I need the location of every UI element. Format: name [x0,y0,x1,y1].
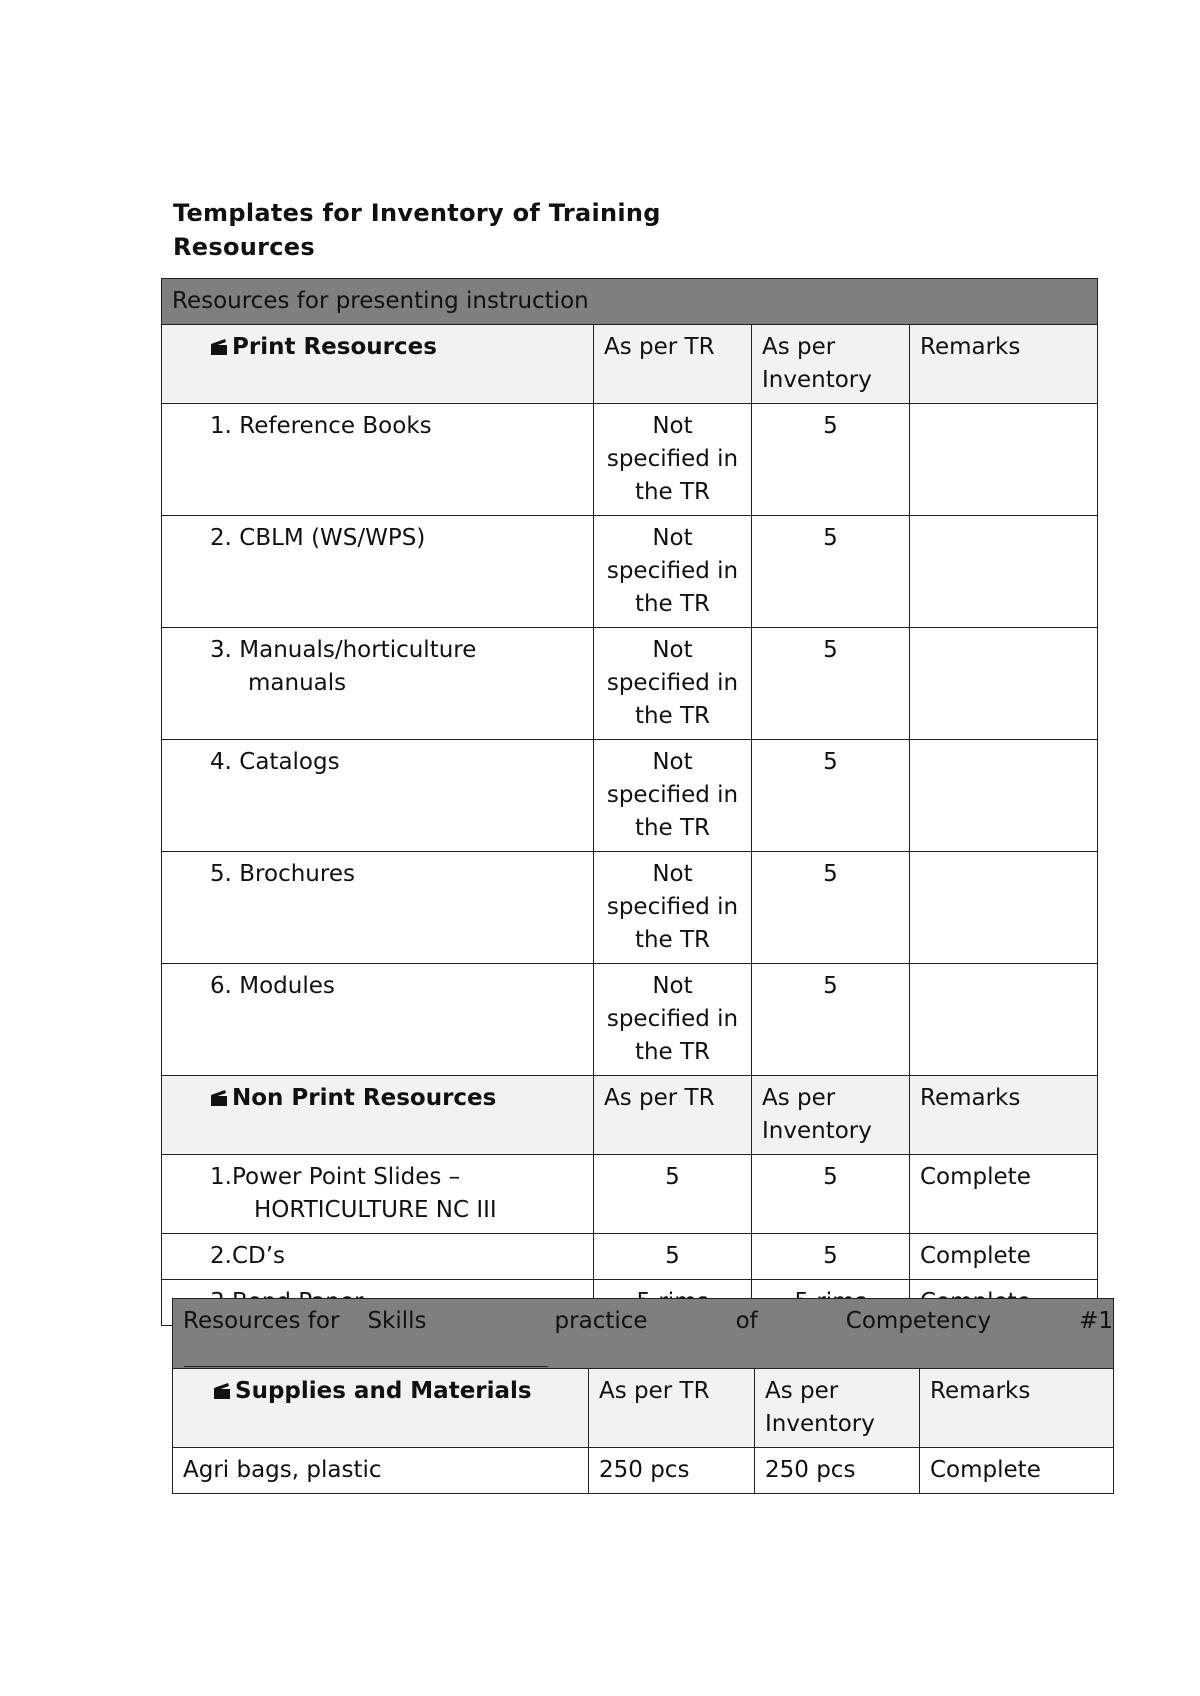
nonprint-resources-label: Non Print Resources [232,1085,497,1111]
print-resources-label: Print Resources [232,334,437,360]
table-row [162,852,1098,964]
row-remarks [910,964,1098,1076]
row-remarks [910,852,1098,964]
row-as-per-tr: 250 pcs [589,1448,755,1494]
row-remarks [910,628,1098,740]
row-as-per-tr: 5 [594,1155,752,1234]
table-row [162,964,1098,1076]
row-as-per-tr: Not specified in the TR [594,628,752,740]
table-band-row [162,279,1098,325]
header-as-per-inventory: As per Inventory [755,1369,920,1448]
row-as-per-tr: Not specified in the TR [594,740,752,852]
header-remarks: Remarks [910,325,1098,404]
row-item-continued: manuals [248,670,347,696]
clapperboard-icon [210,1082,232,1115]
row-remarks [910,404,1098,516]
print-header-row [162,325,1098,404]
header-as-per-tr: As per TR [594,325,752,404]
row-as-per-inventory: 5 [752,628,910,740]
row-item-continued: HORTICULTURE NC III [254,1197,497,1223]
band-word: Resources for [183,1308,340,1334]
table-row [162,1234,1098,1280]
band-word: practice [554,1308,648,1334]
row-item: Brochures [239,861,355,887]
band-word: Competency [845,1308,992,1334]
document-title: Templates for Inventory of Training Resources [173,199,661,261]
table-row [162,740,1098,852]
row-item: Modules [239,973,335,999]
row-item: CBLM (WS/WPS) [239,525,426,551]
row-remarks: Complete [910,1155,1098,1234]
print-resources-table [161,278,1098,1326]
row-as-per-inventory: 250 pcs [755,1448,920,1494]
band-word: #1 [1079,1308,1114,1334]
table-band-row [173,1299,1114,1369]
row-as-per-tr: 5 [594,1234,752,1280]
row-number: 6. [210,973,232,999]
row-as-per-tr: Not specified in the TR [594,516,752,628]
header-as-per-tr: As per TR [589,1369,755,1448]
row-as-per-inventory: 5 [752,852,910,964]
row-item: 2.CD’s [162,1234,594,1280]
row-as-per-tr: Not specified in the TR [594,964,752,1076]
row-item: Catalogs [239,749,340,775]
band-word: of [735,1308,758,1334]
table-row [173,1448,1114,1494]
supplies-materials-table [172,1298,1114,1494]
supplies-materials-label: Supplies and Materials [235,1378,532,1404]
row-remarks [910,516,1098,628]
header-remarks: Remarks [920,1369,1114,1448]
band-skills-practice [173,1299,1114,1369]
row-as-per-tr: Not specified in the TR [594,852,752,964]
band-underline [184,1366,548,1367]
band-word: Skills [367,1308,427,1334]
header-as-per-inventory: As per Inventory [752,325,910,404]
supplies-header-row [173,1369,1114,1448]
row-number: 1. [210,413,232,439]
row-as-per-tr: Not specified in the TR [594,404,752,516]
table-row [162,404,1098,516]
row-number: 2. [210,525,232,551]
row-number: 5. [210,861,232,887]
row-item: Reference Books [239,413,432,439]
band-presenting-instruction: Resources for presenting instruction [162,279,1098,325]
row-remarks: Complete [910,1234,1098,1280]
row-as-per-inventory: 5 [752,964,910,1076]
table-row [162,516,1098,628]
row-item: 1.Power Point Slides – [210,1164,461,1190]
nonprint-header-row [162,1076,1098,1155]
header-as-per-inventory: As per Inventory [752,1076,910,1155]
header-as-per-tr: As per TR [594,1076,752,1155]
row-as-per-inventory: 5 [752,1234,910,1280]
clapperboard-icon [213,1375,235,1408]
clapperboard-icon [210,331,232,364]
table-row [162,1155,1098,1234]
row-as-per-inventory: 5 [752,740,910,852]
table-row [162,628,1098,740]
row-number: 4. [210,749,232,775]
row-number: 3. [210,637,232,663]
row-as-per-inventory: 5 [752,516,910,628]
header-remarks: Remarks [910,1076,1098,1155]
row-item: Agri bags, plastic [173,1448,589,1494]
row-remarks [910,740,1098,852]
row-item: Manuals/horticulture [239,637,477,663]
row-as-per-inventory: 5 [752,1155,910,1234]
row-remarks: Complete [920,1448,1114,1494]
row-as-per-inventory: 5 [752,404,910,516]
